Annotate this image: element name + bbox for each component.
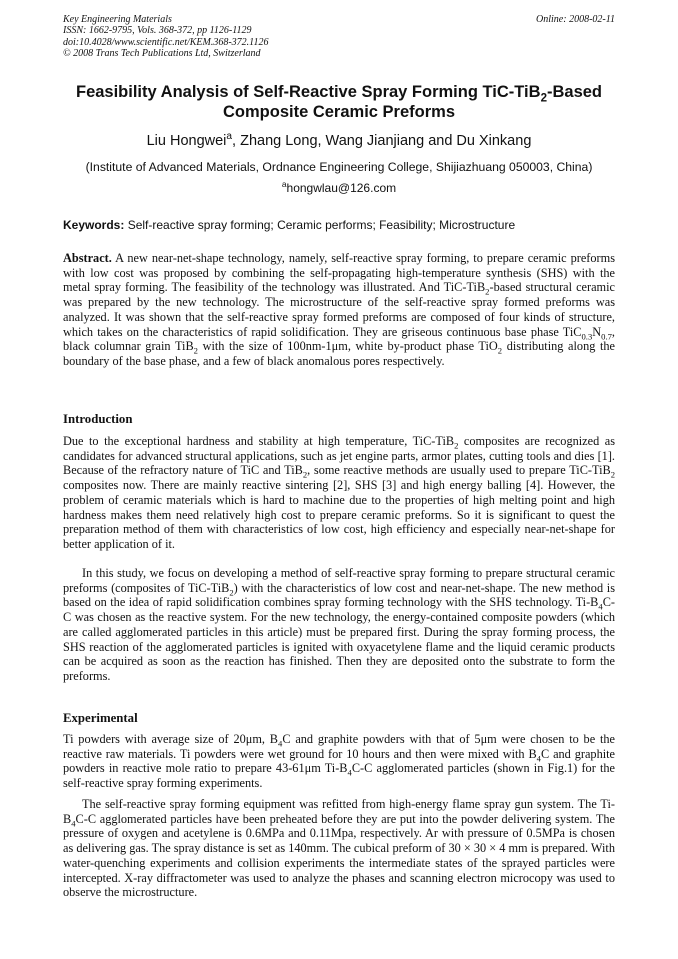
- journal-issn: ISSN: 1662-9795, Vols. 368-372, pp 1126-1129: [63, 25, 252, 37]
- introduction-paragraph-2: In this study, we focus on developing a method of self-reactive spray forming to prepare structural ceramic preforms (composites of TiC-TiB$_2$) with the characteristics of low cost and near-net-shape. The new method is based on the idea of rapid solidification combines spray forming technology with the SHS technology. $Ti-B_4C-C$ was chosen as the reactive system. For the new technology, the energy-contained composite powders (which are called agglomerated particles in this article) must be prepared first. During the spray forming process, the SHS reaction of the agglomerated particles is ignited with oxyacetylene flame and the liquid ceramic products can be acquired as soon as the reaction has finished. Then they are deposited onto the substrate to form the preforms.: [63, 566, 615, 683]
- journal-name: Key Engineering Materials: [63, 14, 172, 25]
- author-list: Liu Hongwei$^a$, Zhang Long, Wang Jianjiang and Du Xinkang: [146, 131, 532, 149]
- experimental-paragraph-2: The self-reactive spray forming equipment was refitted from high-energy flame spray gun system. The $Ti-B_4C-C$ agglomerated particles have been preheated before they are put into the powder delivering system. The pressure of oxygen and acetylene is 0.6MPa and 0.11Mpa, respectively. Ar with pressure of 0.5MPa is chosen as delivering gas. The spray distance is set as 140mm. The cubical preform of 30 × 30 × 4 mm is prepared. With water-quenching experiments and collision experiments the intermediate states of the sprayed particles were intercepted. X-ray diffractometer was used to analyze the phases and scanning electron microcopy was used to observe the microstructure.: [63, 797, 615, 900]
- introduction-paragraph-1: Due to the exceptional hardness and stability at high temperature, TiC-TiB$_2$ composites are recognized as candidates for advanced structural applications, such as jet engine parts, armor plates, cutting tools and dies [1]. Because of the refractory nature of TiC and TiB$_2$, some reactive methods are usually used to prepare TiC-TiB$_2$ composites now. There are mainly reactive sintering [2], SHS [3] and high energy balling [4]. However, the problem of ceramic materials which is hard to machine due to the properties of high melting point and high hardness makes them need relatively high cost to prepare ceramic preforms. So it is significant to quest the preparation method of them with characteristics of low cost, high efficiency and especially near-net-shape for better application of it.: [63, 434, 615, 551]
- journal-doi: doi:10.4028/www.scientific.net/KEM.368-372.1126: [63, 36, 269, 48]
- online-date: Online: 2008-02-11: [536, 14, 615, 25]
- abstract-label: Abstract.: [63, 251, 112, 265]
- journal-header: [63, 14, 615, 59]
- section-heading-experimental: Experimental: [63, 711, 138, 725]
- affiliation: (Institute of Advanced Materials, Ordnance Engineering College, Shijiazhuang 050003, China): [85, 160, 593, 174]
- section-heading-introduction: Introduction: [63, 412, 133, 426]
- abstract: Abstract. A new near-net-shape technology, namely, self-reactive spray forming, to prepare ceramic preforms with low cost was proposed by combining the self-propagating high-temperature synthesis (SHS) with the metal spray forming. The feasibility of the technology was illustrated. And TiC-TiB$_2$-based structural ceramic was prepared by the new technology. The microstructure of the self-reactive spray formed preforms was analyzed. It was shown that the self-reactive spray formed preforms are composed of four kinds of structure, which takes on the characteristics of rapid solidification. They are griseous continuous base phase $TiC_{0.3}N_{0.7}$, black columnar grain TiB$_2$ with the size of 100nm-1μm, white by-product phase TiO$_2$ distributing along the boundary of the base phase, and a few of black anomalous pores respectively.: [63, 251, 615, 368]
- paper-title: [40, 82, 638, 122]
- keywords: Keywords: Self-reactive spray forming; Ceramic performs; Feasibility; Microstructure: [63, 218, 516, 232]
- author-email: $^a$hongwlau@126.com: [281, 179, 397, 195]
- title-line-1: Feasibility Analysis of Self-Reactive Spray Forming TiC-TiB$_2$-Based: [75, 83, 603, 105]
- title-line-2: Composite Ceramic Preforms: [223, 103, 455, 121]
- journal-copyright: © 2008 Trans Tech Publications Ltd, Switzerland: [63, 47, 261, 59]
- experimental-paragraph-1: Ti powders with average size of 20μm, $B_4C$ and graphite powders with that of 5μm were chosen to be the reactive raw materials. Ti powders were wet ground for 10 hours and then were mixed with $B_4C$ and graphite powders in reactive mole ratio to prepare 43-61μm $Ti-B_4C-C$ agglomerated particles (shown in Fig.1) for the self-reactive spray forming experiments.: [63, 732, 616, 791]
